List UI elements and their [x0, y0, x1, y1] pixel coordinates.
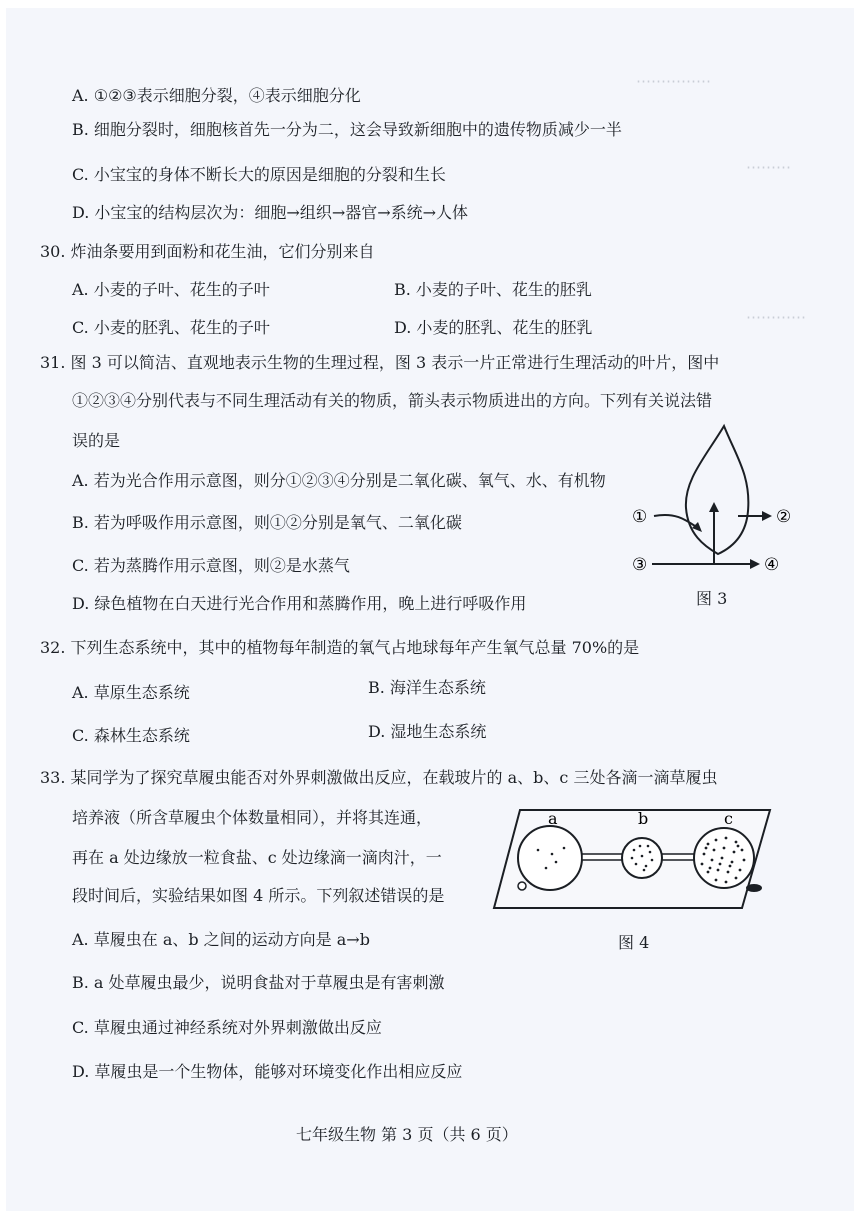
q33-stem-line4: 段时间后，实验结果如图 4 所示。下列叙述错误的是 [72, 886, 445, 905]
bleed-through-text: ⋯⋯⋯⋯ [746, 308, 806, 326]
figure-4-caption: 图 4 [618, 933, 650, 952]
figure-label-c: c [724, 809, 733, 828]
figure-label-3: ③ [632, 555, 648, 575]
page-footer: 七年级生物 第 3 页（共 6 页） [296, 1125, 518, 1144]
figure-label-1: ① [632, 507, 648, 527]
q33-stem-line3: 再在 a 处边缘放一粒食盐、c 处边缘滴一滴肉汁，一 [72, 848, 442, 867]
q33-stem-line1: 33. 某同学为了探究草履虫能否对外界刺激做出反应，在载玻片的 a、b、c 三处各滴一滴草履虫 [40, 768, 718, 787]
q33-stem-line2: 培养液（所含草履虫个体数量相同），并将其连通， [72, 808, 433, 827]
q32-stem: 32. 下列生态系统中，其中的植物每年制造的氧气占地球每年产生氧气总量 70%的是 [40, 638, 640, 657]
droplet-a [518, 826, 582, 890]
q29-option-b: B. 细胞分裂时，细胞核首先一分为二，这会导致新细胞中的遗传物质减少一半 [72, 120, 622, 139]
q31-stem-line1: 31. 图 3 可以简洁、直观地表示生物的生理过程，图 3 表示一片正常进行生理活动的叶片，图中 [40, 353, 720, 372]
q31-option-c: C. 若为蒸腾作用示意图，则②是水蒸气 [72, 556, 350, 575]
salt-grain [518, 882, 526, 890]
q31-option-d: D. 绿色植物在白天进行光合作用和蒸腾作用，晚上进行呼吸作用 [72, 594, 527, 613]
q29-option-a: A. ①②③表示细胞分裂，④表示细胞分化 [72, 86, 361, 105]
bleed-through-text: ⋯⋯⋯ [746, 158, 791, 176]
q33-option-a: A. 草履虫在 a、b 之间的运动方向是 a→b [72, 930, 370, 949]
arrowhead-up [709, 502, 719, 512]
q33-option-c: C. 草履虫通过神经系统对外界刺激做出反应 [72, 1018, 382, 1037]
q30-option-c: C. 小麦的胚乳、花生的子叶 [72, 318, 270, 337]
bleed-through-text: ⋯⋯⋯⋯⋯ [636, 72, 711, 90]
figure-label-4: ④ [764, 555, 780, 575]
leaf-outline [686, 426, 749, 554]
meat-juice-drop [746, 884, 762, 892]
droplet-b [622, 838, 662, 878]
droplet-c [694, 828, 754, 888]
q32-option-a: A. 草原生态系统 [72, 683, 190, 702]
figure-3-caption: 图 3 [696, 589, 728, 608]
q32-option-c: C. 森林生态系统 [72, 726, 190, 745]
figure-label-b: b [638, 809, 649, 828]
q32-option-b: B. 海洋生态系统 [368, 678, 486, 697]
bridge-a-b [582, 854, 626, 860]
q31-option-b: B. 若为呼吸作用示意图，则①②分别是氧气、二氧化碳 [72, 513, 462, 532]
exam-page [6, 8, 854, 1211]
arrowhead-2 [762, 511, 772, 521]
figure-4-slide-diagram [486, 802, 776, 917]
q31-stem-line2: ①②③④分别代表与不同生理活动有关的物质，箭头表示物质进出的方向。下列有关说法错 [72, 391, 713, 410]
q30-option-b: B. 小麦的子叶、花生的胚乳 [394, 280, 592, 299]
q29-option-d: D. 小宝宝的结构层次为：细胞→组织→器官→系统→人体 [72, 203, 469, 222]
q30-stem: 30. 炸油条要用到面粉和花生油，它们分别来自 [40, 242, 375, 261]
q29-option-c: C. 小宝宝的身体不断长大的原因是细胞的分裂和生长 [72, 165, 446, 184]
q33-option-d: D. 草履虫是一个生物体，能够对环境变化作出相应反应 [72, 1062, 463, 1081]
figure-3-leaf-diagram [626, 416, 806, 586]
q31-stem-line3: 误的是 [72, 431, 121, 450]
q32-option-d: D. 湿地生态系统 [368, 722, 487, 741]
q30-option-a: A. 小麦的子叶、花生的子叶 [72, 280, 270, 299]
figure-label-2: ② [776, 507, 792, 527]
q33-option-b: B. a 处草履虫最少，说明食盐对于草履虫是有害刺激 [72, 973, 445, 992]
arrowhead-right [750, 559, 760, 569]
q30-option-d: D. 小麦的胚乳、花生的胚乳 [394, 318, 593, 337]
q31-option-a: A. 若为光合作用示意图，则分①②③④分别是二氧化碳、氧气、水、有机物 [72, 471, 606, 490]
figure-label-a: a [548, 809, 558, 828]
